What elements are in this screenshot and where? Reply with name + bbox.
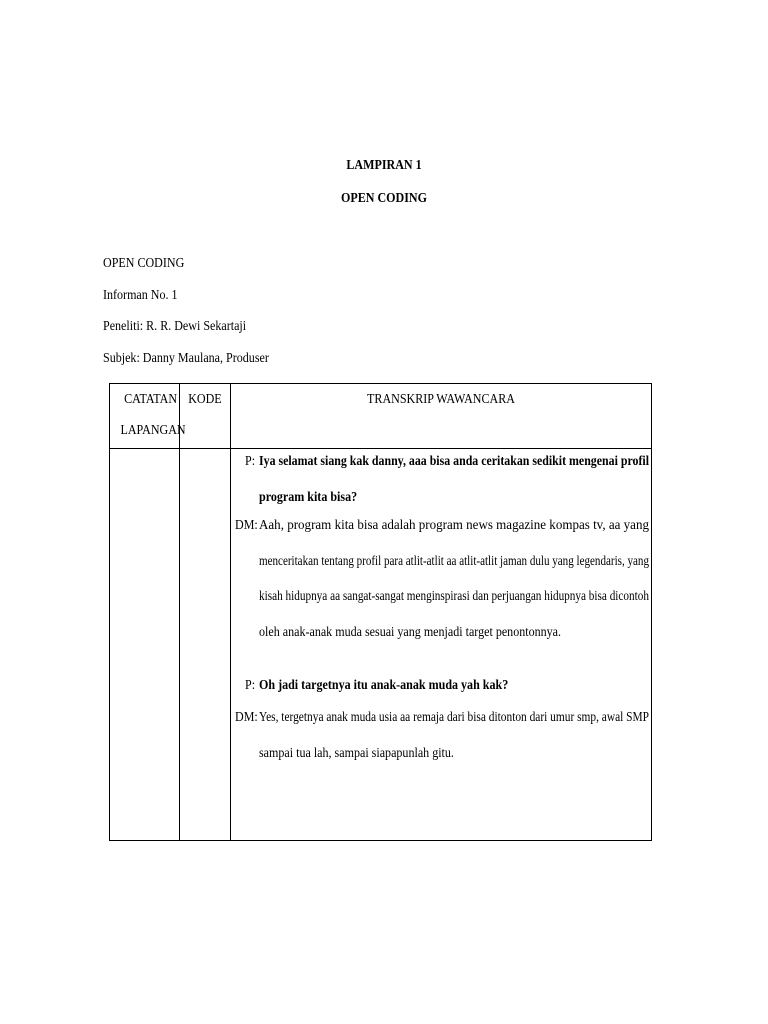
peneliti-label: Peneliti: R. R. Dewi Sekartaji — [103, 319, 247, 334]
open-coding-title: OPEN CODING — [341, 191, 427, 206]
header-catatan-line1: CATATAN — [124, 392, 178, 407]
header-catatan-lapangan — [110, 384, 186, 449]
informan-label: Informan No. 1 — [103, 288, 178, 303]
section-label: OPEN CODING — [103, 256, 185, 271]
transcript-line: menceritakan tentang profil para atlit-atlit aa atlit-atlit jaman dulu yang legendaris, yang — [259, 553, 649, 569]
speaker-label: P: — [245, 454, 256, 469]
table-header-row — [110, 384, 652, 449]
transcript-line: oleh anak-anak muda sesuai yang menjadi target penontonnya. — [259, 624, 562, 640]
transcript-line: sampai tua lah, sampai siapapunlah gitu. — [259, 745, 454, 761]
speaker-label: DM: — [235, 518, 258, 533]
transcript-line: Yes, tergetnya anak muda usia aa remaja dari bisa ditonton dari umur smp, awal SMP — [259, 710, 650, 725]
transcript-line: Aah, program kita bisa adalah program news magazine kompas tv, aa yang — [259, 518, 649, 533]
header-kode-label: KODE — [188, 392, 222, 407]
header-transkrip-label: TRANSKRIP WAWANCARA — [367, 392, 515, 407]
subjek-label: Subjek: Danny Maulana, Produser — [103, 351, 269, 366]
transcript-line: Oh jadi targetnya itu anak-anak muda yah kak? — [259, 678, 509, 693]
lampiran-title: LAMPIRAN 1 — [346, 158, 422, 173]
kode-cell — [180, 449, 231, 841]
speaker-label: DM: — [235, 710, 258, 725]
speaker-label: P: — [245, 678, 256, 693]
transcript-line: kisah hidupnya aa sangat-sangat menginspirasi dan perjuangan hidupnya bisa dicontoh — [259, 589, 649, 604]
header-kode — [180, 384, 231, 449]
coding-table — [109, 383, 652, 841]
transcript-line: program kita bisa? — [259, 489, 358, 505]
header-transkrip — [231, 384, 652, 449]
table-body-row — [110, 449, 652, 841]
header-catatan-line2: LAPANGAN — [120, 423, 186, 438]
transcript-line: Iya selamat siang kak danny, aaa bisa anda ceritakan sedikit mengenai profil — [259, 454, 650, 469]
transkrip-cell — [231, 449, 652, 841]
catatan-cell — [110, 449, 180, 841]
